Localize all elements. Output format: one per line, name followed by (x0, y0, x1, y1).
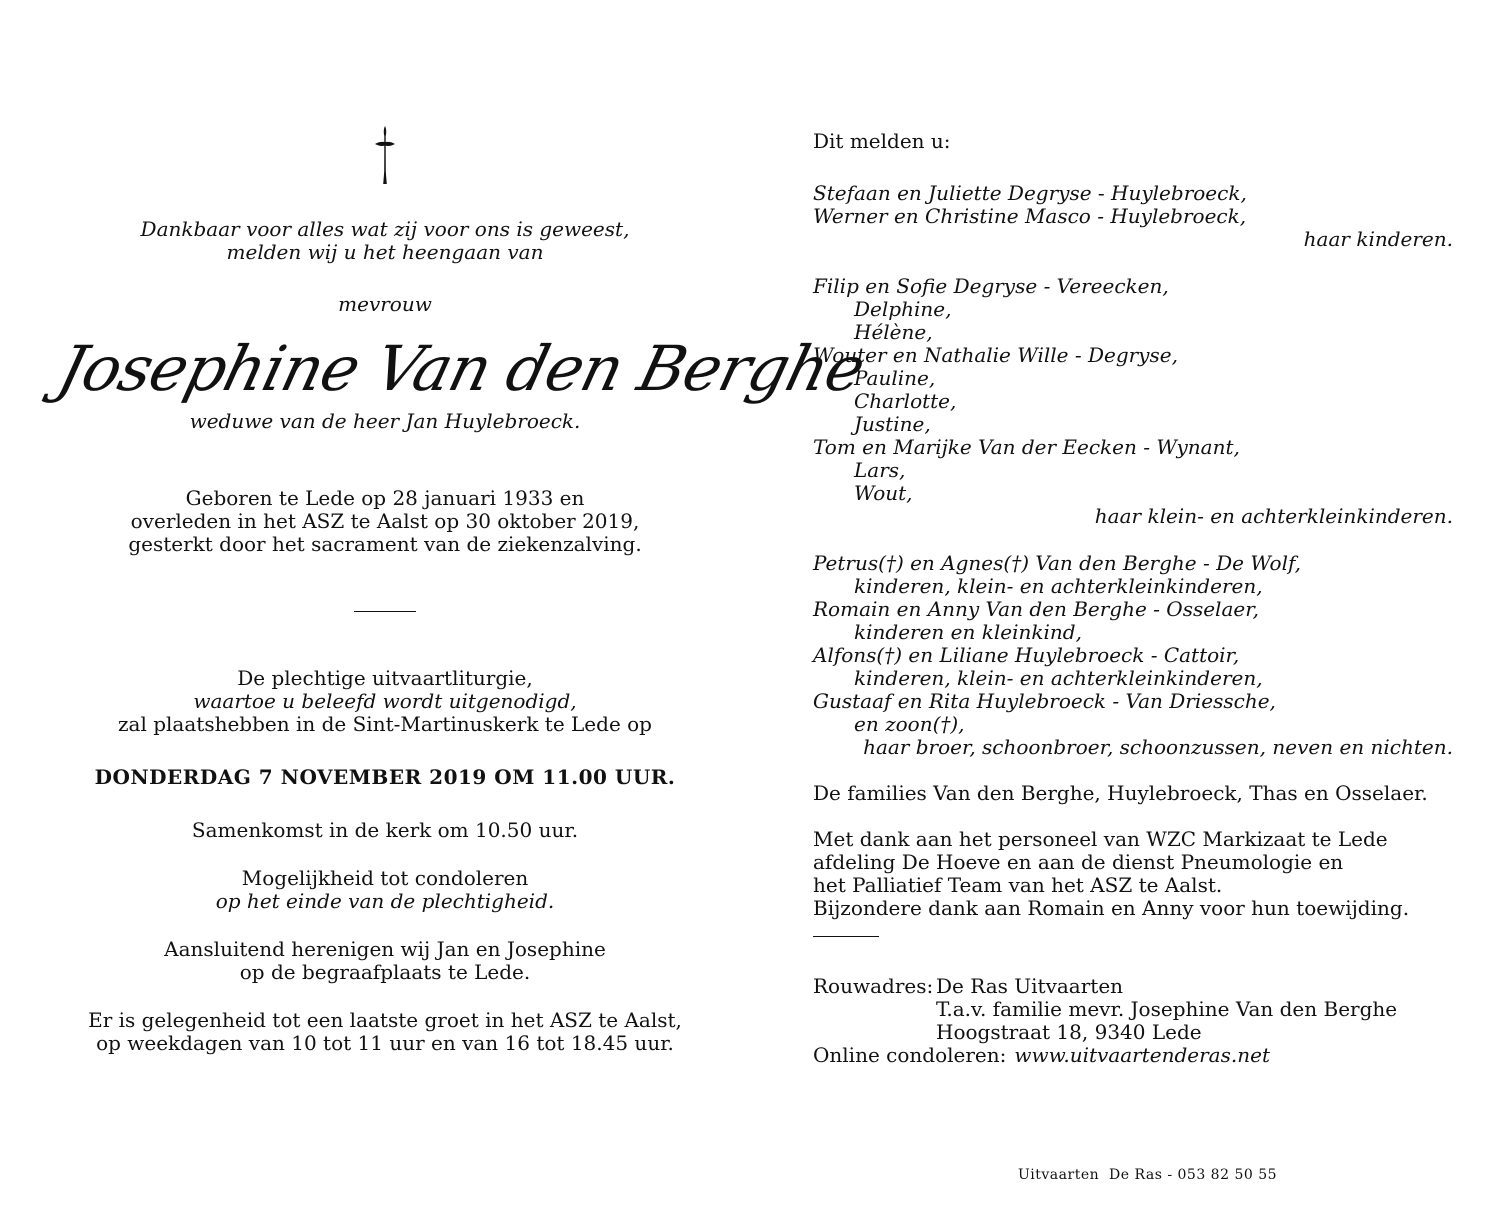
thanks-line: afdeling De Hoeve en aan de dienst Pneumologie en (813, 850, 1344, 874)
list-item: Gustaaf en Rita Huylebroeck - Van Driessche, (813, 689, 1276, 713)
children-list (813, 182, 1453, 251)
liturgy-text (60, 667, 710, 736)
list-item: kinderen en kleinkind, (854, 620, 1082, 644)
thanks-line: Met dank aan het personeel van WZC Markizaat te Lede (813, 827, 1388, 851)
born-line: overleden in het ASZ te Aalst op 30 oktober 2019, (130, 509, 640, 533)
thanks-line: Bijzondere dank aan Romain en Anny voor hun toewijding. (813, 896, 1410, 920)
intro-text (60, 218, 710, 264)
address-line: T.a.v. familie mevr. Josephine Van den Berghe (936, 997, 1398, 1021)
born-line: Geboren te Lede op 28 januari 1933 en (185, 486, 585, 510)
list-item: Delphine, (854, 297, 952, 321)
list-item: Wouter en Nathalie Wille - Degryse, (813, 343, 1178, 367)
grandchildren-list (813, 275, 1453, 505)
children-line: Stefaan en Juliette Degryse - Huylebroeck, (813, 181, 1247, 205)
farewell-line: op weekdagen van 10 tot 11 uur en van 16 tot 18.45 uur. (96, 1031, 674, 1055)
online-label: Online condoleren: (813, 1043, 1007, 1067)
address-label: Rouwadres: (813, 974, 934, 998)
list-item: en zoon(†), (854, 712, 965, 736)
grandchildren-tag: haar klein- en achterkleinkinderen. (1094, 504, 1453, 528)
condolences-line: op het einde van de plechtigheid. (215, 889, 555, 913)
families-line: De families Van den Berghe, Huylebroeck, Thas en Osselaer. (813, 781, 1428, 805)
liturgy-line: waartoe u beleefd wordt uitgenodigd, (193, 689, 577, 713)
address-block (813, 975, 1453, 1067)
intro-line: Dankbaar voor alles wat zij voor ons is geweest, (140, 217, 630, 241)
right-heading: Dit melden u: (813, 129, 951, 153)
address-row (813, 998, 1453, 1021)
list-item: Filip en Sofie Degryse - Vereecken, (813, 274, 1169, 298)
burial-text (60, 938, 710, 984)
funeral-date: DONDERDAG 7 NOVEMBER 2019 OM 11.00 UUR. (94, 765, 676, 789)
list-item: Justine, (854, 412, 931, 436)
farewell-text (60, 1009, 710, 1055)
list-item: Pauline, (854, 366, 936, 390)
children-tag: haar kinderen. (1303, 227, 1453, 251)
address-row (813, 975, 1453, 998)
title-mevrouw: mevrouw (338, 292, 432, 316)
condolences-line: Mogelijkheid tot condoleren (241, 866, 529, 890)
burial-line: op de begraafplaats te Lede. (239, 960, 531, 984)
list-item: Lars, (854, 458, 906, 482)
intro-line: melden wij u het heengaan van (226, 240, 544, 264)
farewell-line: Er is gelegenheid tot een laatste groet in het ASZ te Aalst, (88, 1008, 682, 1032)
address-row (813, 1021, 1453, 1044)
list-item: Romain en Anny Van den Berghe - Osselaer, (813, 597, 1259, 621)
liturgy-line: zal plaatshebben in de Sint-Martinuskerk te Lede op (118, 712, 652, 736)
list-item: Alfons(†) en Liliane Huylebroeck - Cattoir, (813, 643, 1240, 667)
left-column (51, 126, 872, 1055)
liturgy-line: De plechtige uitvaartliturgie, (237, 666, 533, 690)
meeting-line: Samenkomst in de kerk om 10.50 uur. (191, 818, 579, 842)
siblings-list (813, 552, 1453, 736)
thanks-line: het Palliatief Team van het ASZ te Aalst. (813, 873, 1223, 897)
children-line: Werner en Christine Masco - Huylebroeck, (813, 204, 1247, 228)
list-item: Wout, (854, 481, 913, 505)
birth-death-text (60, 487, 710, 556)
siblings-tag: haar broer, schoonbroer, schoonzussen, neven en nichten. (863, 735, 1453, 759)
thanks-text (813, 828, 1453, 920)
list-item: Charlotte, (854, 389, 957, 413)
list-item: Hélène, (854, 320, 933, 344)
list-item: kinderen, klein- en achterkleinkinderen, (854, 574, 1263, 598)
condolences-text (60, 867, 710, 913)
burial-line: Aansluitend herenigen wij Jan en Josephine (164, 937, 606, 961)
online-url-link[interactable]: www.uitvaartenderas.net (1014, 1043, 1270, 1067)
address-line: De Ras Uitvaarten (936, 974, 1124, 998)
list-item: Tom en Marijke Van der Eecken - Wynant, (813, 435, 1240, 459)
born-line: gesterkt door het sacrament van de ziekenzalving. (128, 532, 642, 556)
list-item: kinderen, klein- en achterkleinkinderen, (854, 666, 1263, 690)
cross-icon (370, 126, 400, 184)
list-item: Petrus(†) en Agnes(†) Van den Berghe - De Wolf, (813, 551, 1302, 575)
right-column (813, 130, 1453, 1067)
online-row (813, 1044, 1453, 1067)
address-line: Hoogstraat 18, 9340 Lede (936, 1020, 1202, 1044)
widow-line: weduwe van de heer Jan Huylebroeck. (189, 409, 581, 433)
deceased-name: Josephine Van den Berghe (51, 332, 872, 405)
footer-text: Uitvaarten De Ras - 053 82 50 55 (1018, 1167, 1278, 1183)
